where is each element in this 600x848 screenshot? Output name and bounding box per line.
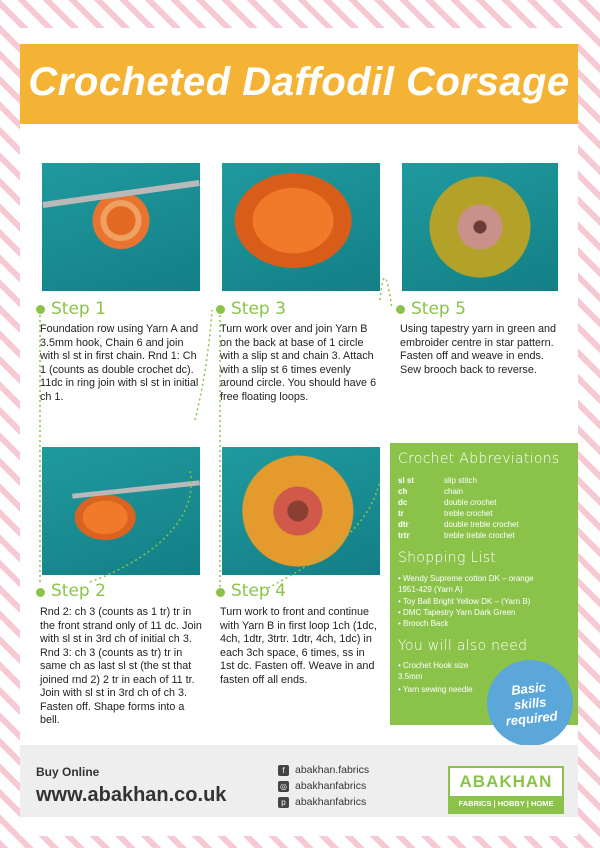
abbreviation-value: chain xyxy=(444,487,464,496)
logo-tagline: FABRICS | HOBBY | HOME xyxy=(450,796,562,812)
abbreviation-value: treble crochet xyxy=(444,509,493,518)
abbreviation-value: slip stitch xyxy=(444,476,477,485)
abbreviation-row xyxy=(398,508,573,519)
shopping-item: • DMC Tapestry Yarn Dark Green xyxy=(398,608,516,617)
abbreviation-value: double treble crochet xyxy=(444,520,519,529)
step-3-text: Turn work over and join Yarn B on the back at base of 1 circle with a slip st and chain 3. Attach with a slip st 6 times evenly around circle. You should have 6 free floating loops. xyxy=(220,323,377,403)
step-5-dot xyxy=(396,305,405,314)
shopping-item: • Brooch Back xyxy=(398,619,449,628)
abbreviation-row xyxy=(398,519,573,530)
also-need-heading: You will also need xyxy=(398,638,528,654)
abbreviation-key: tr xyxy=(398,509,404,518)
shopping-item: • Toy Ball Bright Yellow DK – (Yarn B) xyxy=(398,597,531,606)
abbreviation-key: trtr xyxy=(398,531,410,540)
step-5-text: Using tapestry yarn in green and embroider centre in star pattern. Fasten off and weave in ends. Sew brooch back to reverse. xyxy=(400,323,557,376)
step-5-label: Step 5 xyxy=(411,299,466,319)
step-2-text: Rnd 2: ch 3 (counts as 1 tr) tr in the front strand only of 11 dc. Join with sl st in 3rd ch of initial ch 3. Rnd 3: ch 3 (counts as tr) tr in same ch as last sl st (the st that joined rnd 2) 2 tr in each of 11 tr. Join with sl st in 3rd ch of ch 3. Fasten off. Shape forms into a bell. xyxy=(40,606,202,726)
social-instagram[interactable] xyxy=(278,780,366,792)
page-title: Crocheted Daffodil Corsage xyxy=(28,60,570,104)
social-facebook[interactable] xyxy=(278,764,369,776)
abbreviations-heading: Crochet Abbreviations xyxy=(398,451,560,467)
step-1-label: Step 1 xyxy=(51,299,106,319)
instagram-icon: ◎ xyxy=(278,781,289,792)
step-1-text: Foundation row using Yarn A and 3.5mm hook, Chain 6 and join with sl st in first chain. Rnd 1: Ch 1 (counts as double crochet dc). 11dc in ring join with sl st in initial ch 1. xyxy=(40,323,199,403)
facebook-icon: f xyxy=(278,765,289,776)
abbreviation-row xyxy=(398,486,573,497)
step-2-dot xyxy=(36,588,45,597)
step-3-label: Step 3 xyxy=(231,299,286,319)
abbreviation-key: dtr xyxy=(398,520,409,529)
abbreviation-row xyxy=(398,530,573,541)
also-need-item: • Yarn sewing needle xyxy=(398,685,473,694)
step-4-label: Step 4 xyxy=(231,581,286,601)
website-link[interactable]: www.abakhan.co.uk xyxy=(36,784,227,806)
badge-text: Basic skills required xyxy=(504,678,559,729)
shopping-list-heading: Shopping List xyxy=(398,550,497,566)
abbreviation-key: dc xyxy=(398,498,408,507)
step-4-dot xyxy=(216,588,225,597)
buy-online-label: Buy Online xyxy=(36,765,100,779)
social-handle: abakhanfabrics xyxy=(295,780,367,792)
pinterest-icon: p xyxy=(278,797,289,808)
also-need-item: • Crochet Hook size 3.5mm xyxy=(398,661,469,681)
abbreviation-value: treble treble crochet xyxy=(444,531,515,540)
social-pinterest[interactable] xyxy=(278,796,366,808)
abbreviation-row xyxy=(398,475,573,486)
step-2-label: Step 2 xyxy=(51,581,106,601)
step-3-dot xyxy=(216,305,225,314)
shopping-item: • Wendy Supreme cotton DK – orange 1951-429 (Yarn A) xyxy=(398,574,534,594)
abbreviation-row xyxy=(398,497,573,508)
social-handle: abakhanfabrics xyxy=(295,796,367,808)
step-4-text: Turn work to front and continue with Yarn B in first loop 1ch (1dc, 4ch, 1dtr, 3trtr. 1dtr, 4ch, 1dc) in each 3ch space, 6 times, ss in 1st dc. Fasten off. Weave in and fasten off all ends. xyxy=(220,606,377,686)
logo-wordmark: ABAKHAN xyxy=(459,772,553,791)
social-handle: abakhan.fabrics xyxy=(295,764,370,776)
step-1-dot xyxy=(36,305,45,314)
abbreviation-value: double crochet xyxy=(444,498,497,507)
abakhan-logo[interactable] xyxy=(448,766,564,814)
abbreviation-key: ch xyxy=(398,487,408,496)
abbreviation-key: sl st xyxy=(398,476,415,485)
